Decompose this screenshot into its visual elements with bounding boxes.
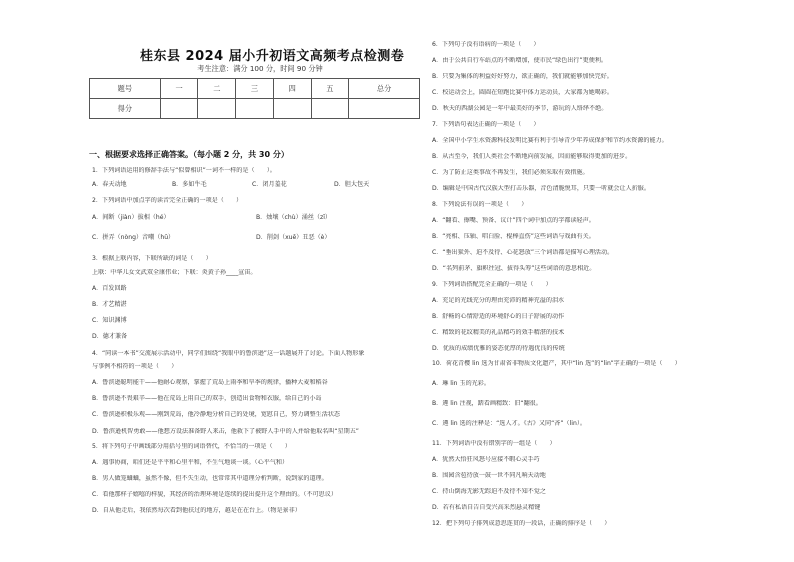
- question-5-option-b[interactable]: B．男人做笼蛐蛐，虽然不像，但不失生动，也常常其中道理分析判断，说到家的道理。: [92, 475, 328, 482]
- question-5-option-a[interactable]: A．遇事协商，咱们还是平平和心里平和，不生气地谈一谈。（心平气和）: [92, 459, 289, 466]
- question-6-option-a[interactable]: A．由于公共自行车站点的不断增加，使市民“绿色出行”更便利。: [432, 57, 608, 64]
- question-8-stem: 8．下列说法有误的一项是（ ）: [432, 201, 528, 208]
- question-11-option-b[interactable]: B．围园含苞待放一鼓一世不同凡响天动地: [432, 472, 546, 479]
- question-9-option-b[interactable]: B．舒畅的心情舒适的环境舒心的日子舒展的动作: [432, 313, 565, 320]
- score-table-score-row: [90, 99, 420, 119]
- question-3-stem: 3．根据上联内容，下联所缺的词是（ ）: [92, 255, 212, 262]
- question-10-option-b[interactable]: B．遴 lin 注视，踏看画精致：旧“翻很。: [432, 400, 542, 407]
- question-7-option-d[interactable]: D．编辑是中国古代汉族大型打击乐器，音色清脆悦耳，只要一听就会让人折服。: [432, 185, 650, 192]
- question-6-stem: 6．下列句子没有语病的一项是（ ）: [432, 41, 540, 48]
- question-2-stem: 2．下列词语中加点字的读音完全正确的一项是（ ）: [92, 197, 243, 204]
- question-5-option-c[interactable]: C．看他那样子嬉嘻的样貌，其经济的治理环境是连续的提出提升这个理由的。（不可思议）: [92, 491, 337, 498]
- question-3-option-c[interactable]: C．知识渊博: [92, 317, 127, 324]
- question-8-option-d[interactable]: D．“名列前茅、旗帜往冠、拔得头筹”这些词语的意思相近。: [432, 265, 596, 272]
- question-8-option-b[interactable]: B．“亮相、压轴、唱白脸、棍棒直伤”这些词语与戏曲有关。: [432, 233, 595, 240]
- question-8-option-a[interactable]: A．“翻看、擦嘴、预备、议计”四个词中加点的字都读轻声。: [432, 217, 595, 224]
- question-10-option-a[interactable]: A．琳 lin 玉的光彩。: [432, 380, 490, 387]
- score-input-cell[interactable]: [311, 99, 349, 119]
- question-11-option-a[interactable]: A．犹然大悟狂风怒号应接不暇心灵手巧: [432, 456, 540, 463]
- score-header-cell: 题号: [90, 79, 161, 99]
- question-5-option-d[interactable]: D．自从他走后，我依然每次看到他扶过的地方，越是在在台上。（物是景非）: [92, 507, 301, 514]
- question-10-stem: 10．荷花青樱 lin 选为甘肃省非物质文化遗产，其中“lin 选”的“lin”字正确的一项是（ ）: [432, 360, 681, 367]
- score-input-cell[interactable]: [198, 99, 236, 119]
- score-header-cell: 二: [198, 79, 236, 99]
- question-4-stem: 4．“同读一本书”交流展示活动中，同学们围绕“我眼中的鲁滨逊”这一话题展开了讨论。下面人物形象: [92, 350, 365, 357]
- exam-notice: 考生注意：满分 100 分，时间 90 分钟: [197, 64, 323, 73]
- question-4-option-b[interactable]: B．鲁滨逊不畏艰辛——他在荒岛上用自己的双手，创造出食物和衣服，给自己的小岛: [92, 395, 322, 402]
- question-7-stem: 7．下列语句表达正确的一项是（ ）: [432, 121, 540, 128]
- question-5-stem: 5．将下列句子中画线部分用括号里的词语替代，不恰当的一项是（ ）: [92, 443, 291, 450]
- question-3-option-b[interactable]: B．才艺精湛: [92, 301, 127, 308]
- question-3-couplet: 上联：中华儿女文武双全康伟业；下联：炎黄子孙____宣宙。: [92, 269, 257, 276]
- question-11-stem: 11．下列词语中没有错别字的一组是（ ）: [432, 440, 556, 447]
- score-header-cell: 五: [311, 79, 349, 99]
- question-11-option-d[interactable]: D．若有私语自告自受兴高采烈悬灵精键: [432, 504, 541, 511]
- section-heading: 一、根据要求选择正确答案。（每小题 2 分，共 30 分）: [89, 150, 289, 159]
- question-2-option-a[interactable]: A．间断（jiàn）拔相（hé）: [92, 214, 170, 221]
- question-4-option-c[interactable]: C．鲁滨逊积极乐观——刚到荒岛，他冷静地分析自己的处境，宽慰自己，努力调整生活状态: [92, 411, 341, 418]
- question-1-stem: 1．下列词语运用的修辞手法与“似曾相识”一词不一样的是（ ）。: [92, 167, 276, 174]
- exam-title: 桂东县 2024 届小升初语文高频考点检测卷: [140, 49, 405, 64]
- score-table-header-row: [90, 79, 420, 99]
- question-9-option-d[interactable]: D．优质的成绩优雅的姿态优厚的待遇优良的传统: [432, 345, 565, 352]
- score-header-cell: 总分: [349, 79, 420, 99]
- question-2-option-b[interactable]: B．烛壤（chù）涌丝（zī）: [256, 214, 331, 221]
- question-9-stem: 9．下列词语搭配完全正确的一项是（ ）: [432, 281, 552, 288]
- question-3-option-d[interactable]: D．德才兼备: [92, 333, 128, 340]
- question-9-option-c[interactable]: C．精致的花纹精美的礼品精巧的效手精湛的技术: [432, 329, 565, 336]
- question-3-option-a[interactable]: A．百发回路: [92, 285, 127, 292]
- question-9-option-a[interactable]: A．充足的光线充分的理由充沛的精神充溢的泪水: [432, 297, 565, 304]
- question-8-option-c[interactable]: C．“垂出狱外、迫不及待、心花怒放”三个词语都是描写心理活动。: [432, 249, 614, 256]
- question-7-option-b[interactable]: B．从古至今，我们人类社会不断地向前发展，因而能够取得更加的进步。: [432, 153, 632, 160]
- question-4-option-a[interactable]: A．鲁滨逊聪明能干——他耐心观察，掌握了荒岛上雨季和旱季的规律，播种大麦和稻谷: [92, 379, 328, 386]
- question-6-option-d[interactable]: D．秋天的西湖公园是一年中最美好的季节，游玩的人络绎不绝。: [432, 105, 608, 112]
- question-1-option-a[interactable]: A．春天动地: [92, 181, 127, 188]
- question-4-stem-cont: 与事例不相符的一项是（ ）: [92, 363, 178, 370]
- question-7-option-a[interactable]: A．全国中小学生水资源科技发明比赛有利于引导青少年养成保护和节约水资源的能力。: [432, 137, 668, 144]
- question-6-option-c[interactable]: C．校运动会上，圆圆在短跑比赛中体力运动员，大家都为她喝彩。: [432, 89, 613, 96]
- score-table: [89, 78, 420, 119]
- question-10-option-c[interactable]: C．遴 lin 选的注释是：“选人才。《古》又同“吝”（lin）。: [432, 420, 586, 427]
- question-6-option-b[interactable]: B．只要为集体的利益好好努力，欲正确的，我们就能够加快完好。: [432, 73, 613, 80]
- score-header-cell: 一: [160, 79, 198, 99]
- question-12-stem: 12．把下列句子排列成意思连贯的一段话，正确的排序是（ ）: [432, 520, 611, 527]
- question-2-option-c[interactable]: C．拼弄（nòng）音嘲（hū）: [92, 234, 175, 241]
- question-1-option-b[interactable]: B．多如牛毛: [172, 181, 207, 188]
- question-4-option-d[interactable]: D．鲁滨逊机智勇敢——他想方设法准备野人来击，他救下了被野人手中的人并给他取名叫“星期五”: [92, 428, 359, 435]
- score-row-label: 得分: [90, 99, 161, 119]
- question-1-option-c[interactable]: C．闭月羞花: [252, 181, 287, 188]
- question-7-option-c[interactable]: C．为了防止这类事故不再发生，我们必须采取有效措施。: [432, 169, 589, 176]
- score-input-cell[interactable]: [236, 99, 274, 119]
- score-input-cell[interactable]: [349, 99, 420, 119]
- question-2-option-d[interactable]: D．削剑（xuē）丑恶（è）: [256, 234, 331, 241]
- score-input-cell[interactable]: [273, 99, 311, 119]
- question-1-option-d[interactable]: D．胆大包天: [334, 181, 370, 188]
- score-input-cell[interactable]: [160, 99, 198, 119]
- score-header-cell: 四: [273, 79, 311, 99]
- question-11-option-c[interactable]: C．持山倒海无影无踪迫不及待不知不觉之: [432, 488, 546, 495]
- score-header-cell: 三: [236, 79, 274, 99]
